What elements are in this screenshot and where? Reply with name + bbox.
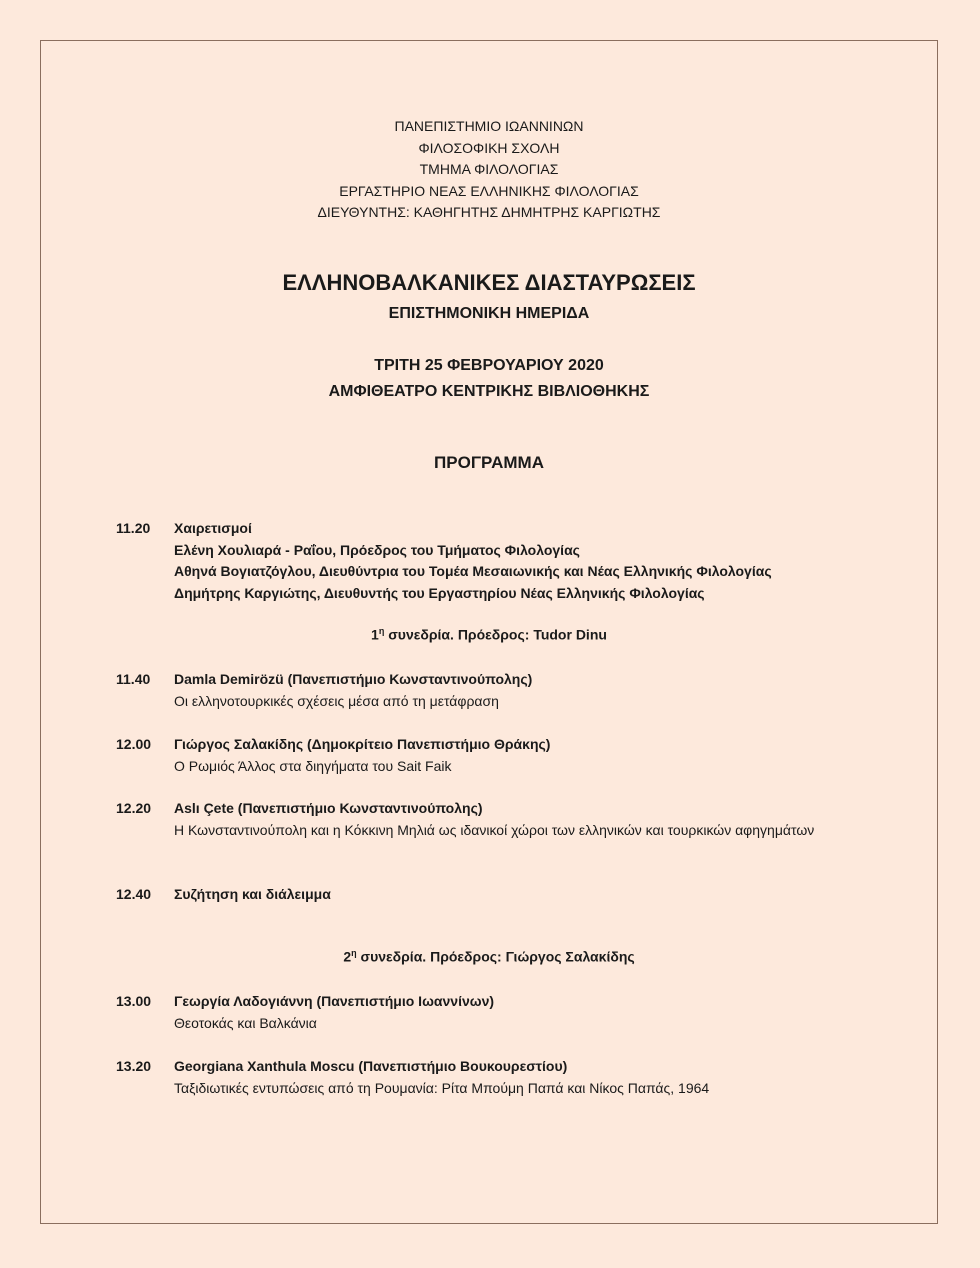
item-time: 12.00 bbox=[116, 736, 152, 752]
session-label: συνεδρία. Πρόεδρος: Γιώργος Σαλακίδης bbox=[360, 948, 635, 965]
event-date: ΤΡΙΤΗ 25 ΦΕΒΡΟΥΑΡΙΟΥ 2020 bbox=[374, 357, 604, 374]
header-line-department: ΤΜΗΜΑ ΦΙΛΟΛΟΓΙΑΣ bbox=[419, 161, 559, 177]
item-title: Θεοτοκάς και Βαλκάνια bbox=[174, 1014, 317, 1031]
greeting-speaker: Δημήτρης Καργιώτης, Διευθυντής του Εργαστηρίου Νέας Ελληνικής Φιλολογίας bbox=[174, 584, 705, 601]
event-subtitle: ΕΠΙΣΤΗΜΟΝΙΚΗ ΗΜΕΡΙΔΑ bbox=[388, 305, 590, 322]
event-date-venue bbox=[40, 353, 938, 405]
item-speaker: Georgiana Xanthula Moscu (Πανεπιστήμιο Βουκουρεστίου) bbox=[174, 1058, 568, 1074]
item-content bbox=[174, 1056, 894, 1099]
program-heading: ΠΡΟΓΡΑΜΜΑ bbox=[433, 453, 544, 472]
item-title: Ο Ρωμιός Άλλος στα διηγήματα του Sait Faik bbox=[174, 757, 452, 774]
session-number: 2 bbox=[343, 948, 352, 965]
item-time: 11.20 bbox=[116, 520, 151, 536]
item-content bbox=[174, 991, 894, 1034]
item-title: Οι ελληνοτουρκικές σχέσεις μέσα από τη μετάφραση bbox=[174, 692, 499, 709]
session-ordinal-suffix: η bbox=[351, 948, 357, 958]
item-speaker: Γεωργία Λαδογιάννη (Πανεπιστήμιο Ιωαννίνων) bbox=[174, 993, 495, 1009]
item-content bbox=[174, 798, 894, 841]
session-number: 1 bbox=[371, 626, 379, 643]
greeting-speaker: Ελένη Χουλιαρά - Ραΐου, Πρόεδρος του Τμήματος Φιλολογίας bbox=[174, 541, 580, 558]
item-speaker: Damla Demirözü (Πανεπιστήμιο Κωνσταντινούπολης) bbox=[174, 671, 533, 687]
item-time: 12.40 bbox=[116, 886, 152, 902]
item-title: Ταξιδιωτικές εντυπώσεις από τη Ρουμανία: Ρίτα Μπούμη Παπά και Νίκος Παπάς, 1964 bbox=[174, 1079, 710, 1096]
item-speaker: Γιώργος Σαλακίδης (Δημοκρίτειο Πανεπιστήμιο Θράκης) bbox=[174, 736, 551, 752]
item-content bbox=[174, 669, 894, 712]
item-time: 11.40 bbox=[116, 671, 151, 687]
header-line-school: ΦΙΛΟΣΟΦΙΚΗ ΣΧΟΛΗ bbox=[418, 139, 560, 156]
session-ordinal-suffix: η bbox=[378, 626, 385, 636]
session-2-heading bbox=[40, 948, 938, 965]
item-time: 13.00 bbox=[116, 993, 152, 1009]
item-title: Η Κωνσταντινούπολη και η Κόκκινη Μηλιά ως ιδανικοί χώροι των ελληνικών και τουρκικών αφηγημάτων bbox=[174, 821, 815, 838]
item-content bbox=[174, 734, 894, 777]
item-content bbox=[174, 884, 894, 906]
item-content bbox=[174, 518, 894, 604]
session-label: συνεδρία. Πρόεδρος: Tudor Dinu bbox=[388, 626, 607, 643]
header-line-lab: ΕΡΓΑΣΤΗΡΙΟ ΝΕΑΣ ΕΛΛΗΝΙΚΗΣ ΦΙΛΟΛΟΓΙΑΣ bbox=[339, 182, 639, 199]
item-title: Χαιρετισμοί bbox=[174, 520, 252, 536]
item-time: 13.20 bbox=[116, 1058, 152, 1074]
institution-header bbox=[40, 116, 938, 224]
event-venue: ΑΜΦΙΘΕΑΤΡΟ ΚΕΝΤΡΙΚΗΣ ΒΙΒΛΙΟΘΗΚΗΣ bbox=[328, 383, 650, 400]
session-1-heading bbox=[40, 626, 938, 643]
item-time: 12.20 bbox=[116, 800, 152, 816]
item-speaker: Aslı Çete (Πανεπιστήμιο Κωνσταντινούπολης) bbox=[174, 800, 483, 816]
event-title: ΕΛΛΗΝΟΒΑΛΚΑΝΙΚΕΣ ΔΙΑΣΤΑΥΡΩΣΕΙΣ bbox=[282, 270, 696, 295]
greeting-speaker: Αθηνά Βογιατζόγλου, Διευθύντρια του Τομέα Μεσαιωνικής και Νέας Ελληνικής Φιλολογίας bbox=[174, 563, 772, 579]
item-title: Συζήτηση και διάλειμμα bbox=[174, 886, 331, 902]
header-line-director: ΔΙΕΥΘΥΝΤΗΣ: ΚΑΘΗΓΗΤΗΣ ΔΗΜΗΤΡΗΣ ΚΑΡΓΙΩΤΗΣ bbox=[317, 204, 661, 220]
header-line-university: ΠΑΝΕΠΙΣΤΗΜΙΟ ΙΩΑΝΝΙΝΩΝ bbox=[394, 118, 584, 134]
